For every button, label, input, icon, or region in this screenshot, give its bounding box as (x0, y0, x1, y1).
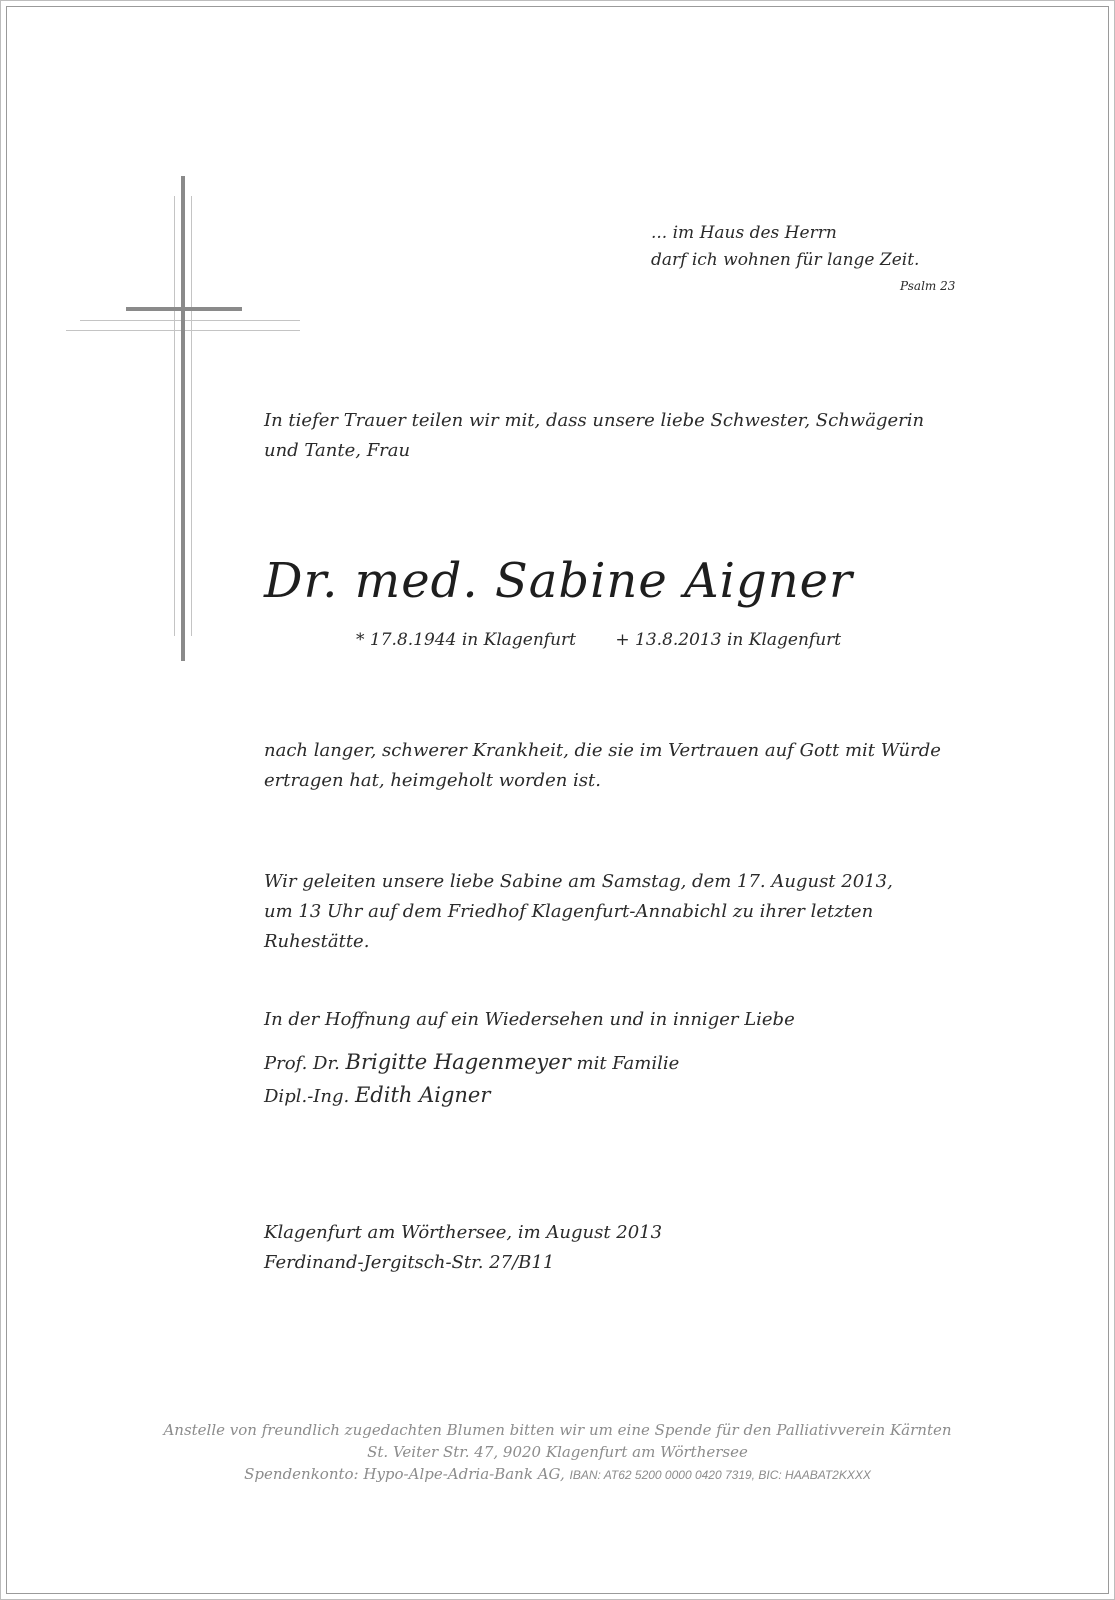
donation-note (40, 1419, 1075, 1486)
intro-paragraph (264, 406, 924, 466)
mourner-title: Prof. Dr. (264, 1053, 340, 1074)
birth-date: * 17.8.1944 in Klagenfurt (356, 630, 576, 650)
mourner-name: Edith Aigner (354, 1083, 491, 1107)
bank-name: Spendenkonto: Hypo-Alpe-Adria-Bank AG, (244, 1465, 565, 1483)
deceased-name: Dr. med. Sabine Aigner (264, 553, 853, 609)
inner-border (6, 6, 1109, 1594)
mourner-title: Dipl.-Ing. (264, 1086, 350, 1107)
bank-details: IBAN: AT62 5200 0000 0420 7319, BIC: HAABAT2KXXX (569, 1468, 871, 1482)
mourner-2 (264, 1083, 490, 1107)
mourner-name: Brigitte Hagenmeyer (345, 1050, 571, 1074)
closing-line: In der Hoffnung auf ein Wiedersehen und in inniger Liebe (264, 1009, 795, 1030)
funeral-line: Wir geleiten unsere liebe Sabine am Samstag, dem 17. August 2013, (264, 871, 893, 892)
passing-line: ertragen hat, heimgeholt worden ist. (264, 770, 601, 791)
passing-line: nach langer, schwerer Krankheit, die sie im Vertrauen auf Gott mit Würde (264, 740, 941, 761)
passing-paragraph (264, 736, 941, 796)
address-line: Ferdinand-Jergitsch-Str. 27/B11 (264, 1252, 555, 1273)
intro-line: und Tante, Frau (264, 440, 411, 461)
mourner-suffix: mit Familie (576, 1053, 680, 1074)
psalm-quote (651, 220, 919, 274)
footer-line (40, 1463, 1075, 1486)
quote-source: Psalm 23 (900, 279, 956, 293)
quote-line: ... im Haus des Herrn (651, 223, 837, 243)
quote-line: darf ich wohnen für lange Zeit. (651, 250, 920, 270)
footer-line: Anstelle von freundlich zugedachten Blumen bitten wir um eine Spende für den Palliativverein Kärnten (163, 1421, 952, 1439)
funeral-paragraph (264, 867, 893, 957)
mourner-1 (264, 1050, 679, 1074)
funeral-line: Ruhestätte. (264, 931, 370, 952)
place-line: Klagenfurt am Wörthersee, im August 2013 (264, 1222, 663, 1243)
funeral-line: um 13 Uhr auf dem Friedhof Klagenfurt-Annabichl zu ihrer letzten (264, 901, 874, 922)
place-address (264, 1218, 662, 1278)
footer-line: St. Veiter Str. 47, 9020 Klagenfurt am Wörthersee (367, 1443, 748, 1461)
death-date: + 13.8.2013 in Klagenfurt (615, 630, 842, 650)
intro-line: In tiefer Trauer teilen wir mit, dass unsere liebe Schwester, Schwägerin (264, 410, 925, 431)
life-dates (356, 630, 841, 650)
